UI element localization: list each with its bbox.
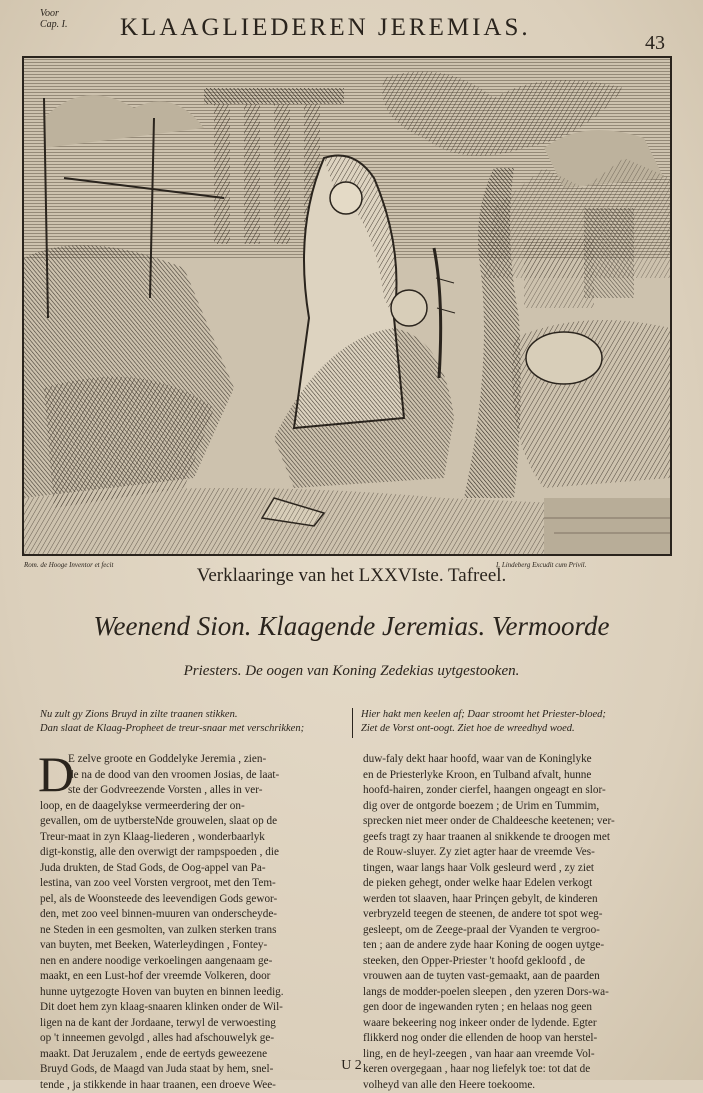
body-line: hunne uytgezogte Hoven van buyten en binnen leedig. [40, 985, 284, 1001]
body-line: vrouwen aan de tuyten vast-gemaakt, aan de paarden [363, 969, 615, 985]
body-line: Bruyd Gods, de Maagd van Juda staat by hem, snel- [40, 1062, 284, 1078]
body-line: de na de dood van den vroomen Josias, de laat- [40, 768, 284, 784]
body-line: Dit doet hem zyn klaag-snaaren klinken onder de Wil- [40, 1000, 284, 1016]
body-line: duw-faly dekt haar hoofd, waar van de Koninglyke [363, 752, 615, 768]
body-line: gen door de ingewanden ryten ; en helaas nog geen [363, 1000, 615, 1016]
signature-mark: U 2 [0, 1058, 703, 1074]
drop-cap: D [38, 749, 74, 799]
margin-note-line-2: Cap. I. [40, 19, 68, 30]
page-number: 43 [645, 32, 665, 55]
verse-line: Ziet de Vorst ont-oogt. Ziet hoe de wreedhyd woed. [361, 722, 606, 736]
running-title: KLAAGLIEDEREN JEREMIAS. [120, 14, 531, 42]
verse-line: Nu zult gy Zions Bruyd in zilte traanen stikken. [40, 708, 304, 722]
body-line: langs de modder-poelen sleepen , den yzeren Dors-wa- [363, 985, 615, 1001]
body-line: steeken, den Opper-Priester 't hoofd gekloofd , de [363, 954, 615, 970]
body-column-right [363, 752, 615, 1093]
body-line: nen en andere noodige verkoelingen aangenaam ge- [40, 954, 284, 970]
verse-left [40, 708, 304, 736]
body-line: Juda drukten, de Stad Gods, de Oog-appel van Pa- [40, 861, 284, 877]
body-line: werden tot slaaven, haar Prinçen gebylt, de kinderen [363, 892, 615, 908]
body-line: lestina, van zoo veel Vorsten vergroot, met den Tem- [40, 876, 284, 892]
body-line: den, met zoo veel binnen-muuren van onderscheyde- [40, 907, 284, 923]
body-line: de pieken gehegt, onder welke haar Edelen verkogt [363, 876, 615, 892]
body-line: geefs tragt zy haar traanen al snikkende te droogen met [363, 830, 615, 846]
body-line: maakt. Dat Jeruzalem , ende de eertyds geweezene [40, 1047, 284, 1063]
body-line: dig over de ontgorde boezem ; de Urim en Tummim, [363, 799, 615, 815]
body-column-left [40, 752, 284, 1093]
body-line: loop, en de daagelykse vermeerdering der on- [40, 799, 284, 815]
subheading-line-2: Priesters. De oogen van Koning Zedekias uytgestooken. [0, 663, 703, 680]
body-line: ligen na de kant der Jordaane, terwyl de verwoesting [40, 1016, 284, 1032]
body-line: verbryzeld teegen de steenen, de andere tot spot weg- [363, 907, 615, 923]
body-line: Treur-maat in zyn Klaag-liederen , wonderbaarlyk [40, 830, 284, 846]
body-line: en de Priesterlyke Kroon, en Tulband afvalt, hunne [363, 768, 615, 784]
body-line: gevallen, om de uytbersteNde grouwelen, slaat op de [40, 814, 284, 830]
verse-line: Hier hakt men keelen af; Daar stroomt het Priester-bloed; [361, 708, 606, 722]
body-line: keren overgegaan , haar nog liefelyk toe: tot dat de [363, 1062, 615, 1078]
body-line: ne Steden in een gesmolten, van zulken sterken trans [40, 923, 284, 939]
body-line: gesleept, om de Zeege-praal der Vyanden te vergroo- [363, 923, 615, 939]
margin-note [40, 8, 68, 30]
body-line: hoofd-hairen, zonder cierfel, haangen ongeagt en slor- [363, 783, 615, 799]
body-line: sprecken niet meer onder de Chaldeesche keetenen; ver- [363, 814, 615, 830]
body-line: op 't inneemen gevolgd , alles had afschouwelyk ge- [40, 1031, 284, 1047]
verse-line: Dan slaat de Klaag-Propheet de treur-snaar met verschrikken; [40, 722, 304, 736]
body-line: E zelve groote en Goddelyke Jeremia , zien- [40, 752, 284, 768]
verse-divider [352, 708, 353, 738]
body-line: maakt, en een Lust-hof der vreemde Volkeren, door [40, 969, 284, 985]
body-line: van buyten, met Beeken, Waterleydingen , Fontey- [40, 938, 284, 954]
body-line: waare bekeering nog inkeer onder de lydende. Egter [363, 1016, 615, 1032]
body-line: flikkerd nog onder die ellenden de hoop van herstel- [363, 1031, 615, 1047]
verse-right [361, 708, 606, 736]
body-line: ste der Godvreezende Vorsten , alles in ver- [40, 783, 284, 799]
engraving-plate [22, 56, 672, 556]
plate-credit-right: I. Lindeberg Excudit cum Privil. [496, 561, 586, 569]
engraving-illustration [24, 58, 670, 554]
subheading-line-1: Weenend Sion. Klaagende Jeremias. Vermoorde [0, 611, 703, 642]
body-line: ten ; aan de andere zyde haar Koning de oogen uytge- [363, 938, 615, 954]
body-line: ling, en de heyl-zeegen , van haar aan vreemde Vol- [363, 1047, 615, 1063]
body-line: digt-konstig, alle den overwigt der rampspoeden , die [40, 845, 284, 861]
plate-credit-left: Rom. de Hooge Inventor et fecit [24, 561, 113, 569]
body-line: volheyd van alle den Heere toekoome. [363, 1078, 615, 1093]
margin-note-line-1: Voor [40, 8, 68, 19]
body-line: de Rouw-sluyer. Zy ziet agter haar de vreemde Ves- [363, 845, 615, 861]
body-line: tingen, waar langs haar Volk gesleurd werd , zy ziet [363, 861, 615, 877]
body-line: tende , ja stikkende in haar traanen, een droeve Wee- [40, 1078, 284, 1093]
plate-heading: Verklaaringe van het LXXVIste. Tafreel. [0, 565, 703, 587]
body-line: pel, als de Woonsteede des leevendigen Gods gewor- [40, 892, 284, 908]
